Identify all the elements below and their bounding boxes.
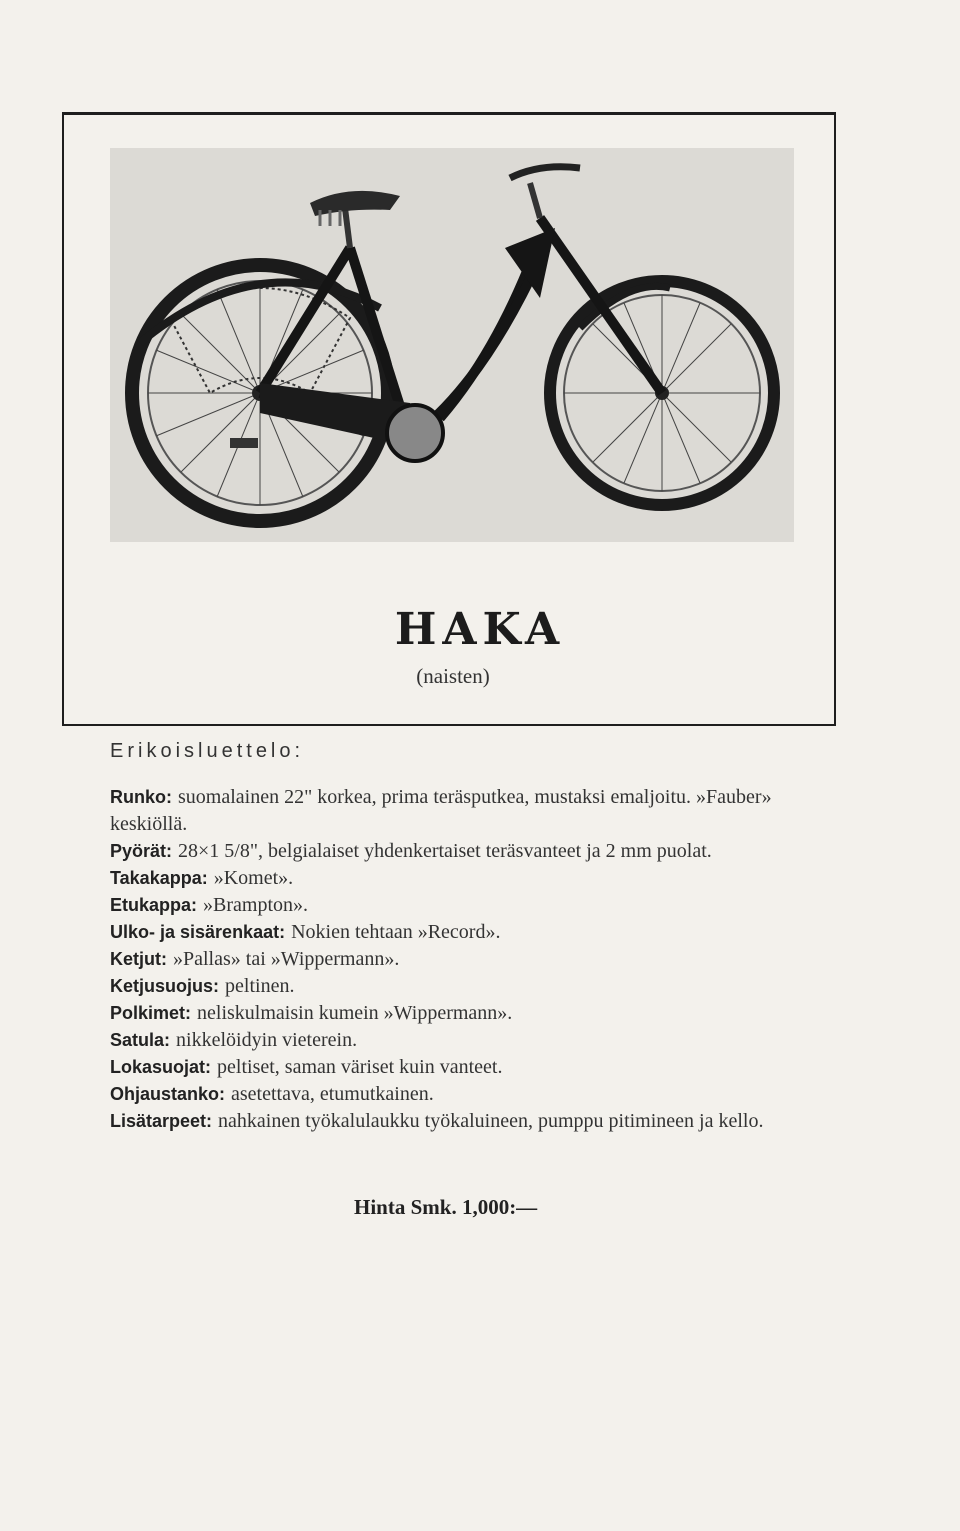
frame-top-border [62, 112, 836, 115]
spec-value: »Komet». [213, 867, 294, 889]
spec-label: Ketjusuojus: [110, 976, 220, 996]
spec-item-saddle [110, 1027, 800, 1054]
spec-value: »Brampton». [203, 894, 309, 916]
spec-item-chain-guard [110, 973, 800, 1000]
spec-label: Ulko- ja sisärenkaat: [110, 922, 286, 942]
spec-label: Runko: [110, 787, 172, 807]
spec-item-mudguards [110, 1054, 800, 1081]
spec-item-frame [110, 784, 800, 838]
spec-item-accessories [110, 1108, 800, 1135]
spec-label: Pyörät: [110, 841, 173, 861]
spec-label: Lisätarpeet: [110, 1111, 213, 1131]
spec-label: Etukappa: [110, 895, 198, 915]
spec-value: peltiset, saman väriset kuin vanteet. [217, 1056, 503, 1078]
spec-list [110, 784, 800, 1135]
price-label: Hinta Smk. 1,000:— [354, 1195, 538, 1219]
spec-value: nikkelöidyin vieterein. [176, 1029, 358, 1051]
spec-item-wheels [110, 838, 800, 865]
spec-value: Nokien tehtaan »Record». [291, 921, 501, 943]
spec-value: »Pallas» tai »Wippermann». [173, 948, 400, 970]
product-title: HAKA [394, 604, 566, 655]
spec-value: nahkainen työkalulaukku työkaluineen, pumppu pitimineen ja kello. [218, 1110, 764, 1132]
spec-value: suomalainen 22" korkea, prima teräsputkea, mustaksi emaljoitu. »Fauber» keskiöllä. [110, 786, 772, 835]
spec-value: neliskulmaisin kumein »Wippermann». [197, 1002, 513, 1024]
spec-value: 28×1 5/8", belgialaiset yhdenkertaiset teräsvanteet ja 2 mm puolat. [178, 840, 712, 862]
spec-item-chains [110, 946, 800, 973]
spec-item-front-hub [110, 892, 800, 919]
spec-label: Ketjut: [110, 949, 167, 969]
spec-label: Lokasuojat: [110, 1057, 212, 1077]
spec-item-tyres [110, 919, 800, 946]
product-subtitle: (naisten) [416, 664, 490, 688]
frame-bottom-border [62, 724, 836, 726]
bicycle-illustration [110, 148, 794, 542]
spec-value: peltinen. [225, 975, 295, 997]
spec-item-rear-hub [110, 865, 800, 892]
spec-label: Satula: [110, 1030, 171, 1050]
spec-label: Ohjaustanko: [110, 1084, 226, 1104]
spec-label: Takakappa: [110, 868, 208, 888]
spec-heading: Erikoisluettelo: [110, 740, 305, 762]
spec-label: Polkimet: [110, 1003, 192, 1023]
spec-value: asetettava, etumutkainen. [231, 1083, 434, 1105]
bicycle-photo [110, 148, 794, 542]
spec-item-handlebar [110, 1081, 800, 1108]
spec-item-pedals [110, 1000, 800, 1027]
